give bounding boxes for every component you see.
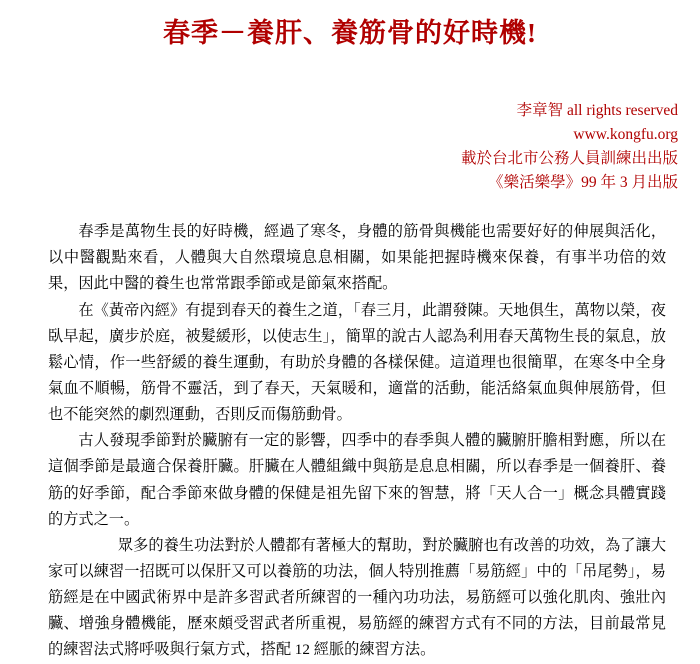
paragraph-2: 在《黃帝內經》有提到春天的養生之道，「春三月，此謂發陳。天地俱生，萬物以榮，夜臥早起，廣步於庭，被髮緩形，以使志生」，簡單的說古人認為利用春天萬物生長的氣息，放鬆心情，作一些舒緩的養生運動，有助於身體的各樣保健。這道理也很簡單，在寒冬中全身氣血不順暢，筋骨不靈活，到了春天，天氣暖和，適當的活動，能活絡氣血與伸展筋骨，但也不能突然的劇烈運動，否則反而傷筋動骨。: [48, 301, 666, 424]
byline-publication: 《樂活樂學》99 年 3 月出版: [488, 174, 678, 192]
document-page: [0, 16, 700, 659]
paragraph-3: 古人發現季節對於臟腑有一定的影響，四季中的春季與人體的臟腑肝膽相對應，所以在這個季節是最適合保養肝臟。肝臟在人體組織中與筋是息息相關，所以春季是一個養肝、養筋的好季節，配合季節來做身體的保健是祖先留下來的智慧，將「天人合一」概念具體實踐的方式之一。: [48, 432, 666, 528]
byline-block: [14, 99, 686, 195]
page-title: 春季－養肝、養筋骨的好時機!: [163, 18, 537, 48]
byline-author: 李章智 all rights reserved: [516, 102, 678, 120]
byline-website: www.kongfu.org: [573, 126, 678, 144]
paragraph-4: 眾多的養生功法對於人體都有著極大的幫助，對於臟腑也有改善的功效，為了讓大家可以練習一招既可以保肝又可以養筋的功法，個人特別推薦「易筋經」中的「吊尾勢」，易筋經是在中國武術界中是許多習武者所練習的一種內功功法，易筋經可以強化肌肉、強壯內臟、增強身體機能，歷來頗受習武者所重視，易筋經的練習方式有不同的方法，目前最常見的練習法式將呼吸與行氣方式，搭配 12 經脈的練習方法。: [48, 536, 666, 659]
byline-publisher: 載於台北市公務人員訓練出出版: [460, 150, 678, 168]
paragraph-1: 春季是萬物生長的好時機，經過了寒冬，身體的筋骨與機能也需要好好的伸展與活化，以中醫觀點來看，人體與大自然環境息息相關，如果能把握時機來保養，有事半功倍的效果，因此中醫的養生也常常跟季節或是節氣來搭配。: [48, 223, 666, 293]
document-body: [14, 219, 686, 663]
